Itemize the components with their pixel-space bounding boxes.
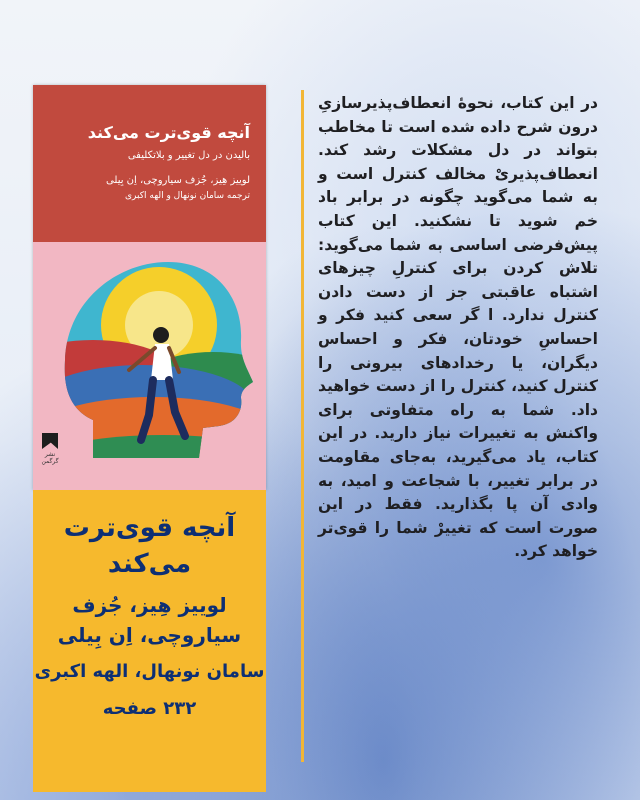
book-description: در این کتاب، نحوهٔ انعطاف‌پذیرسازیِ درون شرح داده شده است تا مخاطب بتواند در دل مشکلات رشد کند. انعطاف‌پذیریْ مخالف کنترل است و به شما می‌گوید چگونه در برابر باد خم شوید تا نشکنید. این کتاب پیش‌فرضی اساسی به شما می‌گوید: تلاش کردن برای کنترلِ چیزهای اشتباه عاقبتی جز از دست دادن کنترل ندارد. ا گر سعی کنید فکر و احساسِ خودتان، فکر و احساس دیگران، یا رخدادهای بیرونی را کنترل کنید، کنترل را از دست خواهید داد. شما به راه متفاوتی برای واکنش به تغییرات نیاز دارید. در این کتاب، یاد می‌گیرید، به‌جای مقاومت در برابر تغییر، با شجاعت و امید، به وادی آن پا بگذارید. فقط در این صورت است که تغییرْ شما را قوی‌تر خواهد کرد. — [318, 94, 598, 561]
accent-divider-line — [301, 90, 304, 762]
cover-subtitle: بالیدن در دل تغییر و بلاتکلیفی — [127, 150, 250, 161]
cover-title: آنچه قوی‌ترت می‌کند — [87, 123, 250, 142]
cover-illustration — [33, 240, 266, 490]
info-title: آنچه قوی‌ترت می‌کند — [63, 513, 236, 579]
info-translators: سامان نونهال، الهه اکبری — [34, 661, 265, 682]
publisher-name: نشر گرگمن — [41, 451, 59, 465]
cover-title-band — [33, 85, 266, 242]
publisher-logo — [37, 433, 63, 465]
info-pages: ۲۳۲ صفحه — [102, 698, 197, 719]
book-cover — [33, 85, 266, 490]
cover-authors: لوییز هِیز، جُزف سیاروچی، اِن بِیلی — [106, 175, 250, 186]
book-info-panel — [33, 490, 266, 792]
cover-translators: ترجمه سامان نونهال و الهه اکبری — [125, 191, 250, 201]
info-authors: لوییز هِیز، جُزف سیاروچی، اِن بِیلی — [57, 593, 242, 647]
publisher-logo-icon — [42, 433, 58, 449]
